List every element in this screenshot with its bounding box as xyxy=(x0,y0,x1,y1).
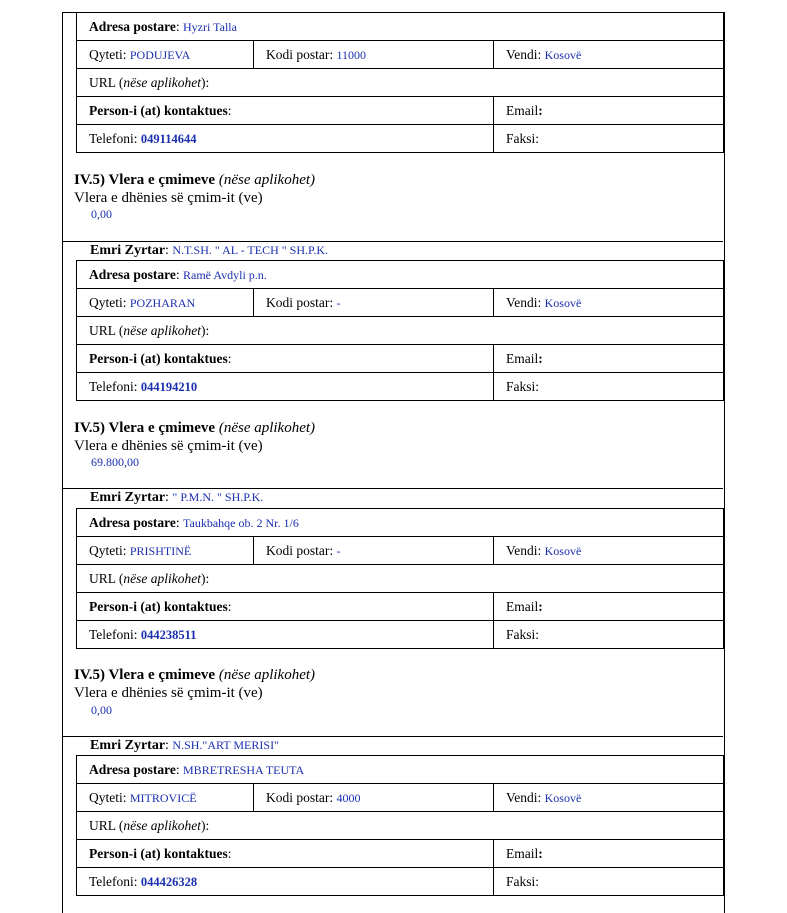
email-cell: Email: xyxy=(494,97,724,125)
email-cell: Email: xyxy=(494,840,724,868)
adresa-cell: Adresa postare: Hyzri Talla xyxy=(77,13,724,41)
emri-zyrtar-2: Emri Zyrtar: N.T.SH. " AL - TECH " SH.P.K. xyxy=(90,243,329,258)
url-cell: URL (nëse aplikohet): xyxy=(77,317,724,345)
adresa-cell: Adresa postare: Ramë Avdyli p.n. xyxy=(77,261,724,289)
telefoni-cell: Telefoni: 044426328 xyxy=(77,868,494,896)
kodi-cell: Kodi postar: 11000 xyxy=(254,41,494,69)
adresa-value: Hyzri Talla xyxy=(183,19,237,34)
kodi-cell: Kodi postar: - xyxy=(254,537,494,565)
person-cell: Person-i (at) kontaktues: xyxy=(77,593,494,621)
separator-1 xyxy=(62,241,723,242)
section-values-3: IV.5) Vlera e çmimeve (nëse aplikohet) Vlera e dhënies së çmim-it (ve) xyxy=(74,667,316,701)
qyteti-cell: Qyteti: PRISHTINË xyxy=(77,537,254,565)
faksi-cell: Faksi: xyxy=(494,125,724,153)
vendi-cell: Vendi: Kosovë xyxy=(494,289,724,317)
qyteti-cell: Qyteti: MITROVICË xyxy=(77,784,254,812)
person-cell: Person-i (at) kontaktues: xyxy=(77,97,494,125)
section-values-1: IV.5) Vlera e çmimeve (nëse aplikohet) Vlera e dhënies së çmim-it (ve) xyxy=(74,172,316,206)
qyteti-cell: Qyteti: PODUJEVA xyxy=(77,41,254,69)
address-table-1 xyxy=(76,12,724,153)
telefoni-cell: Telefoni: 044238511 xyxy=(77,621,494,649)
address-table-2 xyxy=(76,260,724,401)
email-cell: Email: xyxy=(494,345,724,373)
url-cell: URL (nëse aplikohet): xyxy=(77,69,724,97)
section-values-2: IV.5) Vlera e çmimeve (nëse aplikohet) Vlera e dhënies së çmim-it (ve) xyxy=(74,420,316,454)
vendi-cell: Vendi: Kosovë xyxy=(494,41,724,69)
url-cell: URL (nëse aplikohet): xyxy=(77,812,724,840)
qyteti-cell: Qyteti: POZHARAN xyxy=(77,289,254,317)
email-cell: Email: xyxy=(494,593,724,621)
kodi-cell: Kodi postar: - xyxy=(254,289,494,317)
separator-2 xyxy=(62,488,723,489)
vendi-cell: Vendi: Kosovë xyxy=(494,537,724,565)
faksi-cell: Faksi: xyxy=(494,868,724,896)
kodi-cell: Kodi postar: 4000 xyxy=(254,784,494,812)
telefoni-cell: Telefoni: 049114644 xyxy=(77,125,494,153)
award-value-2: 69.800,00 xyxy=(91,455,139,469)
address-table-3 xyxy=(76,508,724,649)
adresa-cell: Adresa postare: MBRETRESHA TEUTA xyxy=(77,756,724,784)
url-cell: URL (nëse aplikohet): xyxy=(77,565,724,593)
separator-3 xyxy=(62,736,723,737)
address-table-4 xyxy=(76,755,724,896)
adresa-cell: Adresa postare: Taukbahqe ob. 2 Nr. 1/6 xyxy=(77,509,724,537)
emri-zyrtar-3: Emri Zyrtar: " P.M.N. " SH.P.K. xyxy=(90,490,264,505)
person-cell: Person-i (at) kontaktues: xyxy=(77,840,494,868)
emri-zyrtar-4: Emri Zyrtar: N.SH."ART MERISI" xyxy=(90,738,279,753)
award-value-1: 0,00 xyxy=(91,207,112,221)
person-cell: Person-i (at) kontaktues: xyxy=(77,345,494,373)
faksi-cell: Faksi: xyxy=(494,373,724,401)
faksi-cell: Faksi: xyxy=(494,621,724,649)
vendi-cell: Vendi: Kosovë xyxy=(494,784,724,812)
award-value-3: 0,00 xyxy=(91,703,112,717)
telefoni-cell: Telefoni: 044194210 xyxy=(77,373,494,401)
